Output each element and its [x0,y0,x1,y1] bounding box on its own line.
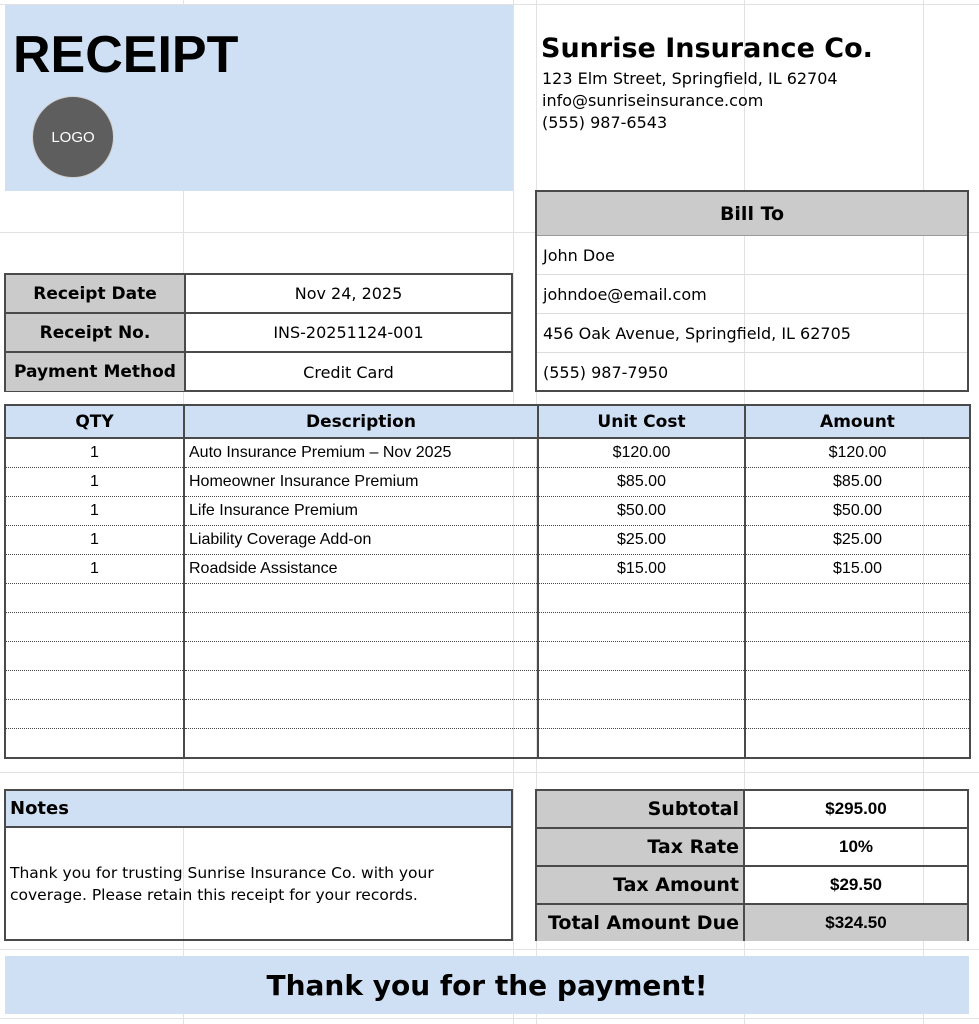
cell-unit-cost[interactable]: $25.00 [538,526,745,555]
receipt-info-box [4,273,513,392]
notes-text[interactable]: Thank you for trusting Sunrise Insurance Co. with your coverage. Please retain this receipt for your records. [10,864,434,904]
table-row [5,613,970,642]
notes-box [4,789,513,941]
cell-unit-cost[interactable]: $85.00 [538,468,745,497]
cell-description[interactable] [184,584,538,613]
totals-box [535,789,969,941]
tax-amount-row [537,867,967,905]
logo-placeholder: LOGO [32,96,114,178]
thank-you-footer: Thank you for the payment! [5,956,969,1014]
cell-qty[interactable]: 1 [5,468,184,497]
subtotal-value: $295.00 [825,799,887,818]
cell-qty[interactable]: 1 [5,438,184,468]
line-items-body [5,438,970,758]
company-address: 123 Elm Street, Springfield, IL 62704 [542,69,838,88]
cell-amount[interactable]: $25.00 [745,526,970,555]
table-row [5,438,970,468]
subtotal-label: Subtotal [537,791,745,827]
payment-method-row [6,353,511,391]
cell-qty[interactable] [5,642,184,671]
receipt-title: RECEIPT [13,26,239,84]
cell-description[interactable]: Liability Coverage Add-on [184,526,538,555]
cell-unit-cost[interactable] [538,642,745,671]
cell-unit-cost[interactable] [538,584,745,613]
company-name: Sunrise Insurance Co. [541,33,873,64]
cell-unit-cost[interactable]: $50.00 [538,497,745,526]
cell-description[interactable]: Roadside Assistance [184,555,538,584]
column-header-amount: Amount [745,405,970,438]
table-header-row [5,405,970,438]
table-row [5,584,970,613]
table-row [5,642,970,671]
receipt-date-row [6,275,511,314]
company-email: info@sunriseinsurance.com [542,91,764,110]
total-due-value: $324.50 [745,905,967,941]
cell-amount[interactable] [745,642,970,671]
receipt-date-label: Receipt Date [6,275,186,312]
line-items-table [4,404,971,759]
cell-unit-cost[interactable] [538,729,745,759]
column-header-qty: QTY [5,405,184,438]
cell-amount[interactable]: $85.00 [745,468,970,497]
cell-amount[interactable] [745,729,970,759]
bill-to-address[interactable]: 456 Oak Avenue, Springfield, IL 62705 [537,314,967,353]
cell-qty[interactable] [5,613,184,642]
cell-amount[interactable] [745,613,970,642]
cell-description[interactable] [184,700,538,729]
table-row [5,555,970,584]
bill-to-phone[interactable]: (555) 987-7950 [543,363,669,382]
tax-rate-row [537,829,967,867]
cell-description[interactable]: Life Insurance Premium [184,497,538,526]
receipt-number-label: Receipt No. [6,314,186,351]
sheet-gridline [0,949,979,950]
bill-to-email[interactable]: johndoe@email.com [537,275,967,314]
cell-amount[interactable]: $50.00 [745,497,970,526]
payment-method-value[interactable]: Credit Card [303,362,394,382]
cell-qty[interactable]: 1 [5,497,184,526]
cell-unit-cost[interactable]: $120.00 [538,438,745,468]
subtotal-row [537,791,967,829]
cell-qty[interactable] [5,729,184,759]
notes-heading: Notes [6,791,511,828]
cell-unit-cost[interactable] [538,671,745,700]
receipt-number-value[interactable]: INS-20251124-001 [273,323,424,342]
tax-rate-value[interactable]: 10% [838,837,874,856]
bill-to-heading: Bill To [537,192,967,236]
cell-unit-cost[interactable] [538,613,745,642]
table-row [5,526,970,555]
cell-unit-cost[interactable] [538,700,745,729]
sheet-gridline [0,1018,979,1019]
table-row [5,497,970,526]
bill-to-box [535,190,969,392]
cell-qty[interactable] [5,700,184,729]
cell-description[interactable] [184,729,538,759]
cell-amount[interactable] [745,700,970,729]
tax-amount-value: $29.50 [830,875,882,894]
cell-amount[interactable] [745,584,970,613]
receipt-header-banner [5,5,513,191]
payment-method-label: Payment Method [6,353,186,391]
bill-to-name[interactable]: John Doe [537,236,967,275]
table-row [5,671,970,700]
cell-unit-cost[interactable]: $15.00 [538,555,745,584]
table-row [5,729,970,759]
cell-description[interactable] [184,613,538,642]
cell-description[interactable] [184,642,538,671]
sheet-gridline [0,772,979,773]
total-due-label: Total Amount Due [537,905,745,941]
cell-description[interactable]: Homeowner Insurance Premium [184,468,538,497]
cell-qty[interactable]: 1 [5,526,184,555]
receipt-date-value[interactable]: Nov 24, 2025 [294,284,403,303]
cell-qty[interactable] [5,671,184,700]
cell-description[interactable]: Auto Insurance Premium – Nov 2025 [184,438,538,468]
cell-amount[interactable] [745,671,970,700]
cell-qty[interactable] [5,584,184,613]
cell-amount[interactable]: $120.00 [745,438,970,468]
column-header-unit-cost: Unit Cost [538,405,745,438]
cell-amount[interactable]: $15.00 [745,555,970,584]
table-row [5,700,970,729]
cell-qty[interactable]: 1 [5,555,184,584]
tax-amount-label: Tax Amount [537,867,745,903]
table-row [5,468,970,497]
column-header-description: Description [184,405,538,438]
receipt-number-row [6,314,511,353]
cell-description[interactable] [184,671,538,700]
total-due-row [537,905,967,941]
company-phone: (555) 987-6543 [542,113,668,132]
tax-rate-label: Tax Rate [537,829,745,865]
